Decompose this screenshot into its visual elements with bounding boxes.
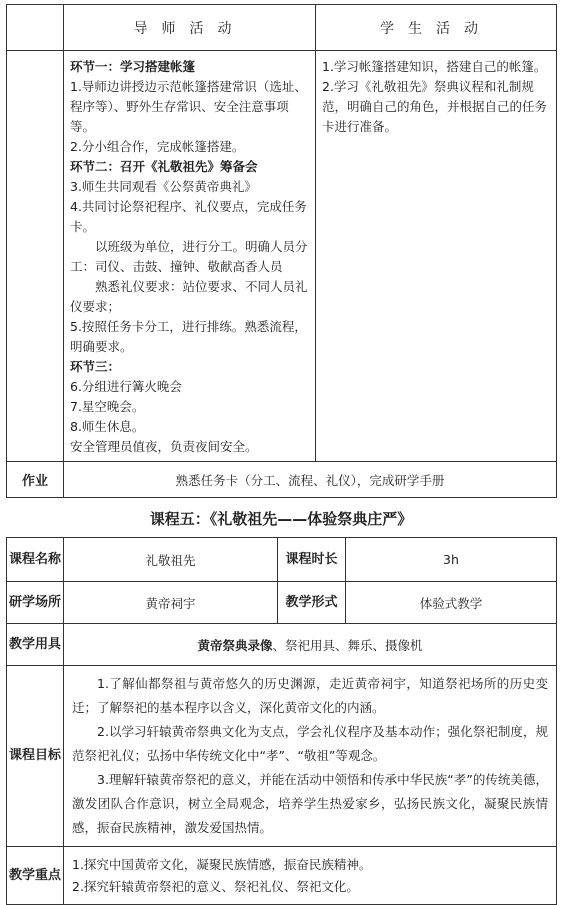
tools-rest: 、祭祀用具、舞乐、摄像机 xyxy=(272,637,423,653)
duration-value: 3h xyxy=(346,538,557,582)
teacher-activity-item: 安全管理员值夜，负责夜间安全。 xyxy=(70,439,258,454)
teaching-form-value: 体验式教学 xyxy=(346,582,557,624)
student-activity-header: 学生活动 xyxy=(316,5,557,51)
teacher-activity-item: 以班级为单位，进行分工。明确人员分工：司仪、击鼓、撞钟、敬献高香人员 xyxy=(70,239,308,274)
teacher-activity-item: 4.共同讨论祭祀程序、礼仪要点，完成任务卡。 xyxy=(70,199,307,234)
focus-row xyxy=(7,847,557,905)
goals-list xyxy=(72,672,548,840)
blank-side-cell xyxy=(7,51,64,462)
site-label: 研学场所 xyxy=(7,582,64,624)
site-row xyxy=(7,582,557,624)
focus-item: 1.探究中国黄帝文化，凝聚民族情感，振奋民族精神。 xyxy=(72,856,372,872)
course-table xyxy=(6,537,557,905)
duration-label: 课程时长 xyxy=(278,538,346,582)
teacher-activity-item: 熟悉礼仪要求：站位要求、不同人员礼仪要求； xyxy=(70,279,308,314)
activity-table xyxy=(6,4,557,498)
teacher-activity-item: 3.师生共同观看《公祭黄帝典礼》 xyxy=(70,179,257,194)
student-activity-item: 2.学习《礼敬祖先》祭典议程和礼制规范，明确自己的角色，并根据自己的任务卡进行准备。 xyxy=(322,79,548,134)
site-value: 黄帝祠宇 xyxy=(64,582,278,624)
teacher-activity-item: 8.师生休息。 xyxy=(70,419,145,434)
teacher-activity-item: 5.按照任务卡分工，进行排练。熟悉流程，明确要求。 xyxy=(70,319,307,354)
goals-row xyxy=(7,666,557,847)
homework-text: 熟悉任务卡（分工、流程、礼仪），完成研学手册 xyxy=(64,462,557,498)
teacher-activity-item: 1.导师边讲授边示范帐篷搭建常识（选址、程序等）、野外生存常识、安全注意事项等。 xyxy=(70,79,307,134)
goals-label: 课程目标 xyxy=(7,666,64,847)
homework-label: 作业 xyxy=(7,462,64,498)
course-name-label: 课程名称 xyxy=(7,538,64,582)
activity-header-row xyxy=(7,5,557,51)
tools-row xyxy=(7,624,557,666)
teaching-form-label: 教学形式 xyxy=(278,582,346,624)
teacher-activity-item: 7.星空晚会。 xyxy=(70,399,145,414)
goal-item: 1.了解仙都祭祖与黄帝悠久的历史渊源，走近黄帝祠宇，知道祭祀场所的历史变迁；了解祭祀的基本程序以含义，深化黄帝文化的内涵。 xyxy=(72,676,548,715)
focus-list xyxy=(72,854,548,898)
section-heading: 环节三： xyxy=(70,359,121,374)
teacher-activities-cell xyxy=(64,51,316,462)
student-activities-list xyxy=(322,57,550,137)
goals-cell xyxy=(64,666,557,847)
activity-body-row xyxy=(7,51,557,462)
blank-corner-cell xyxy=(7,5,64,51)
focus-cell xyxy=(64,847,557,905)
course-title: 课程五：《礼敬祖先——体验祭典庄严》 xyxy=(149,510,413,528)
teacher-activities-list xyxy=(70,57,309,457)
teacher-activity-item: 6.分组进行篝火晚会 xyxy=(70,379,182,394)
student-activity-item: 1.学习帐篷搭建知识，搭建自己的帐篷。 xyxy=(322,59,547,74)
teacher-activity-item: 2.分小组合作，完成帐篷搭建。 xyxy=(70,139,245,154)
goal-item: 3.理解轩辕黄帝祭祀的意义，并能在活动中领悟和传承中华民族“孝”的传统美德，激发团队合作意识，树立全局观念，培养学生热爱家乡，弘扬民族文化，凝聚民族情感，振奋民族精神，激发爱国热情。 xyxy=(72,772,548,835)
focus-item: 2.探究轩辕黄帝祭祀的意义、祭祀礼仪、祭祀文化。 xyxy=(72,878,359,894)
focus-label: 教学重点 xyxy=(7,847,64,905)
course-name-row xyxy=(7,538,557,582)
section-heading: 环节一：学习搭建帐篷 xyxy=(70,59,196,74)
homework-row xyxy=(7,462,557,498)
course-name-value: 礼敬祖先 xyxy=(64,538,278,582)
tools-label: 教学用具 xyxy=(7,624,64,666)
section-heading: 环节二：召开《礼敬祖先》筹备会 xyxy=(70,159,258,174)
tools-highlight: 黄帝祭典录像 xyxy=(197,637,273,653)
teacher-activity-header: 导师活动 xyxy=(64,5,316,51)
student-activities-cell xyxy=(316,51,557,462)
tools-value xyxy=(64,624,557,666)
goal-item: 2.以学习轩辕黄帝祭典文化为支点，学会礼仪程序及基本动作；强化祭祀制度，规范祭祀礼仪；弘扬中华传统文化中“孝”、“敬祖”等观念。 xyxy=(72,724,548,763)
